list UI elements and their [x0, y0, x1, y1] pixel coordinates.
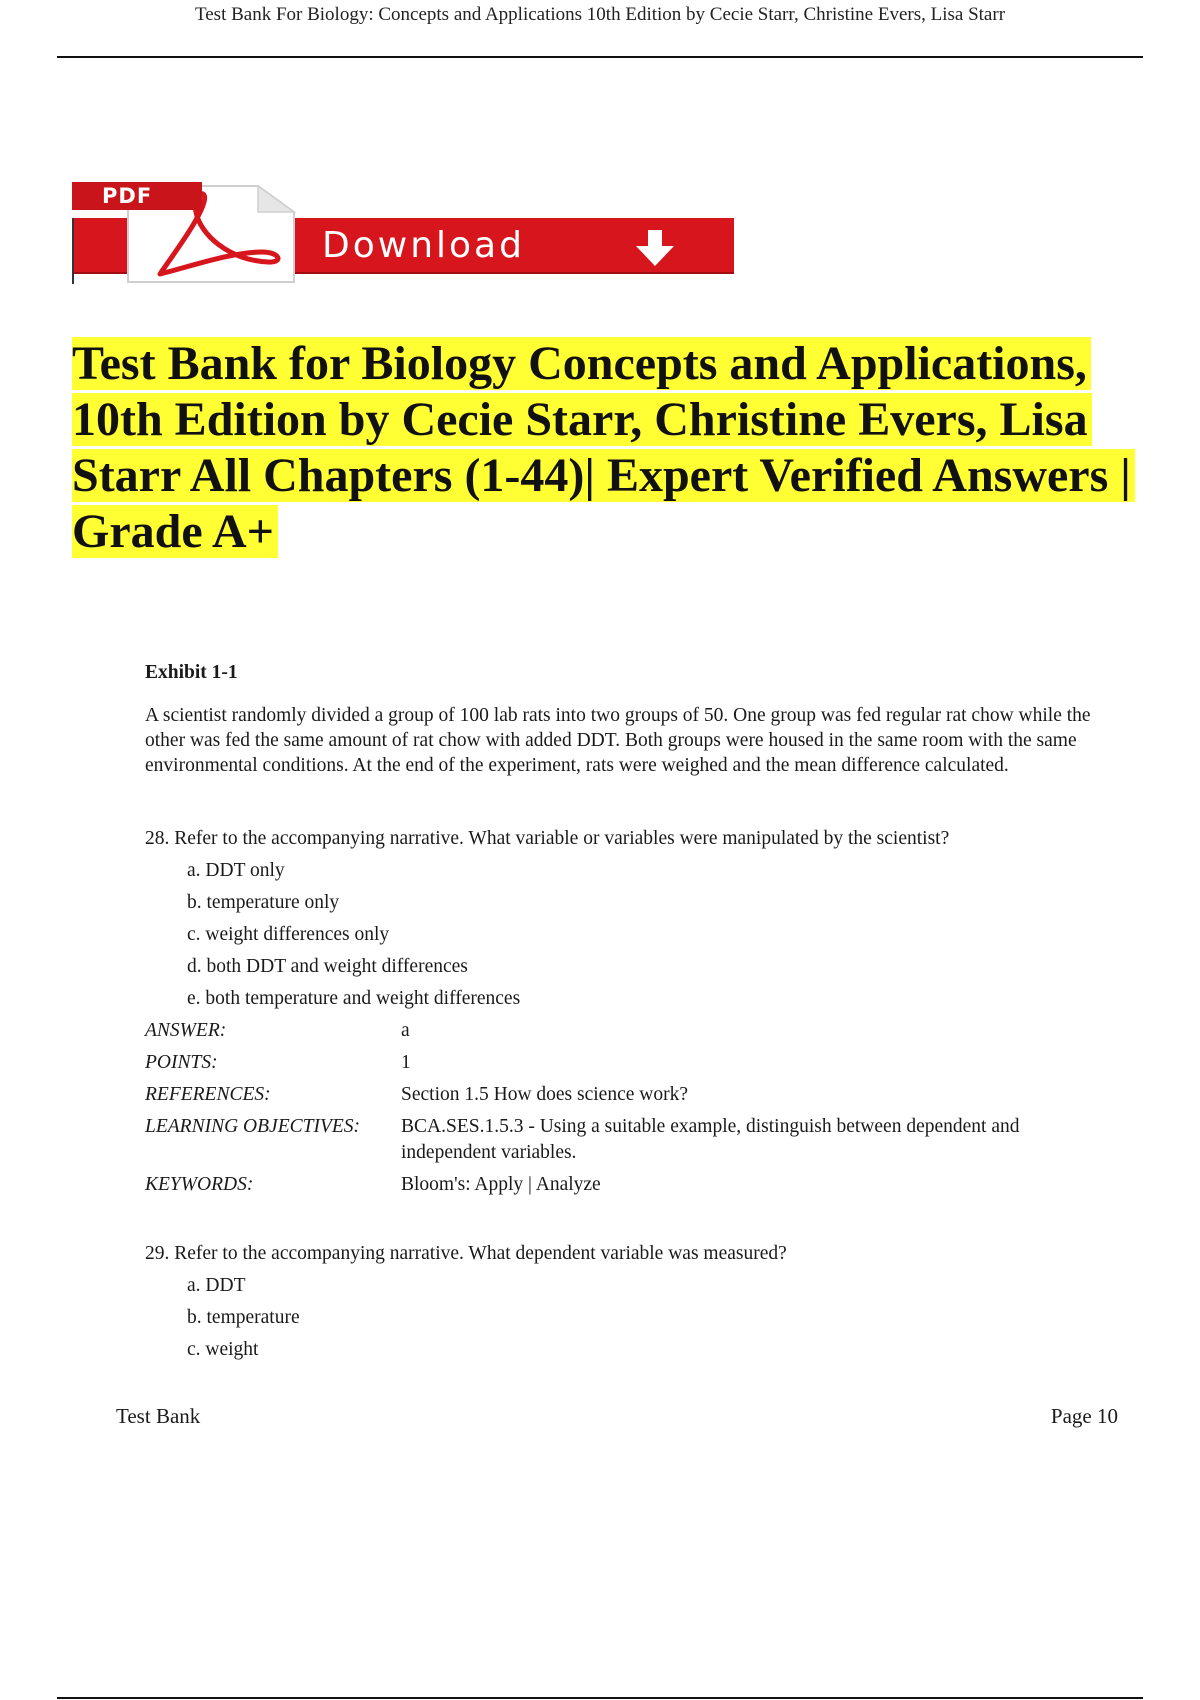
page-title [72, 336, 1162, 560]
option-a: a. DDT only [187, 860, 285, 881]
down-arrow-icon [630, 228, 680, 268]
answer-options [145, 855, 1105, 1015]
question-28 [145, 826, 1105, 1201]
option-c: c. weight differences only [187, 924, 390, 945]
pdf-download-banner[interactable] [72, 178, 734, 288]
exhibit-heading: Exhibit 1-1 [145, 662, 238, 683]
meta-key: LEARNING OBJECTIVES: [145, 1116, 361, 1137]
meta-value: a [401, 1020, 410, 1041]
running-header: Test Bank For Biology: Concepts and Applications 10th Edition by Cecie Starr, Christine Evers, Lisa Starr [194, 4, 1006, 25]
footer-label: Test Bank [116, 1404, 201, 1428]
page-number: Page 10 [1050, 1404, 1118, 1428]
option-d: d. both DDT and weight differences [187, 956, 468, 977]
document-body [145, 660, 1105, 1406]
meta-key: POINTS: [145, 1052, 218, 1073]
meta-value: 1 [401, 1052, 411, 1073]
meta-value: BCA.SES.1.5.3 - Using a suitable example, distinguish between dependent and independent variables. [401, 1116, 1020, 1163]
answer-options [145, 1270, 1105, 1366]
question-stem: 29. Refer to the accompanying narrative. What dependent variable was measured? [145, 1243, 787, 1264]
meta-key: KEYWORDS: [145, 1174, 254, 1195]
option-c: c. weight [187, 1339, 259, 1360]
meta-row-keywords [145, 1169, 1101, 1201]
header-rule [57, 56, 1143, 58]
footer-rule [57, 1697, 1143, 1699]
option-b: b. temperature only [187, 892, 340, 913]
pdf-tag: PDF [72, 182, 202, 210]
exhibit-narrative: A scientist randomly divided a group of 100 lab rats into two groups of 50. One group was fed regular rat chow while the other was fed the same amount of rat chow with added DDT. Both groups were housed in the same room with the same environmental conditions. At the end of the experiment, rats were weighed and the mean difference calculated. [145, 705, 1091, 776]
download-label: Download [322, 225, 525, 266]
banner-edge [72, 218, 74, 284]
option-b: b. temperature [187, 1307, 300, 1328]
meta-row-points [145, 1047, 1101, 1079]
meta-row-references [145, 1079, 1101, 1111]
title-highlight: Test Bank for Biology Concepts and Applications, 10th Edition by Cecie Starr, Christine Evers, Lisa Starr All Chapters (1-44)| Expert Verified Answers | Grade A+ [72, 337, 1135, 558]
option-a: a. DDT [187, 1275, 246, 1296]
meta-row-objectives [145, 1111, 1101, 1169]
meta-value: Bloom's: Apply | Analyze [401, 1174, 601, 1195]
meta-row-answer [145, 1015, 1101, 1047]
meta-value: Section 1.5 How does science work? [401, 1084, 689, 1105]
question-metadata [145, 1015, 1101, 1201]
question-stem: 28. Refer to the accompanying narrative. What variable or variables were manipulated by the scientist? [145, 828, 950, 849]
meta-key: REFERENCES: [145, 1084, 271, 1105]
option-e: e. both temperature and weight differences [187, 988, 521, 1009]
question-29 [145, 1241, 1105, 1366]
meta-key: ANSWER: [145, 1020, 227, 1041]
